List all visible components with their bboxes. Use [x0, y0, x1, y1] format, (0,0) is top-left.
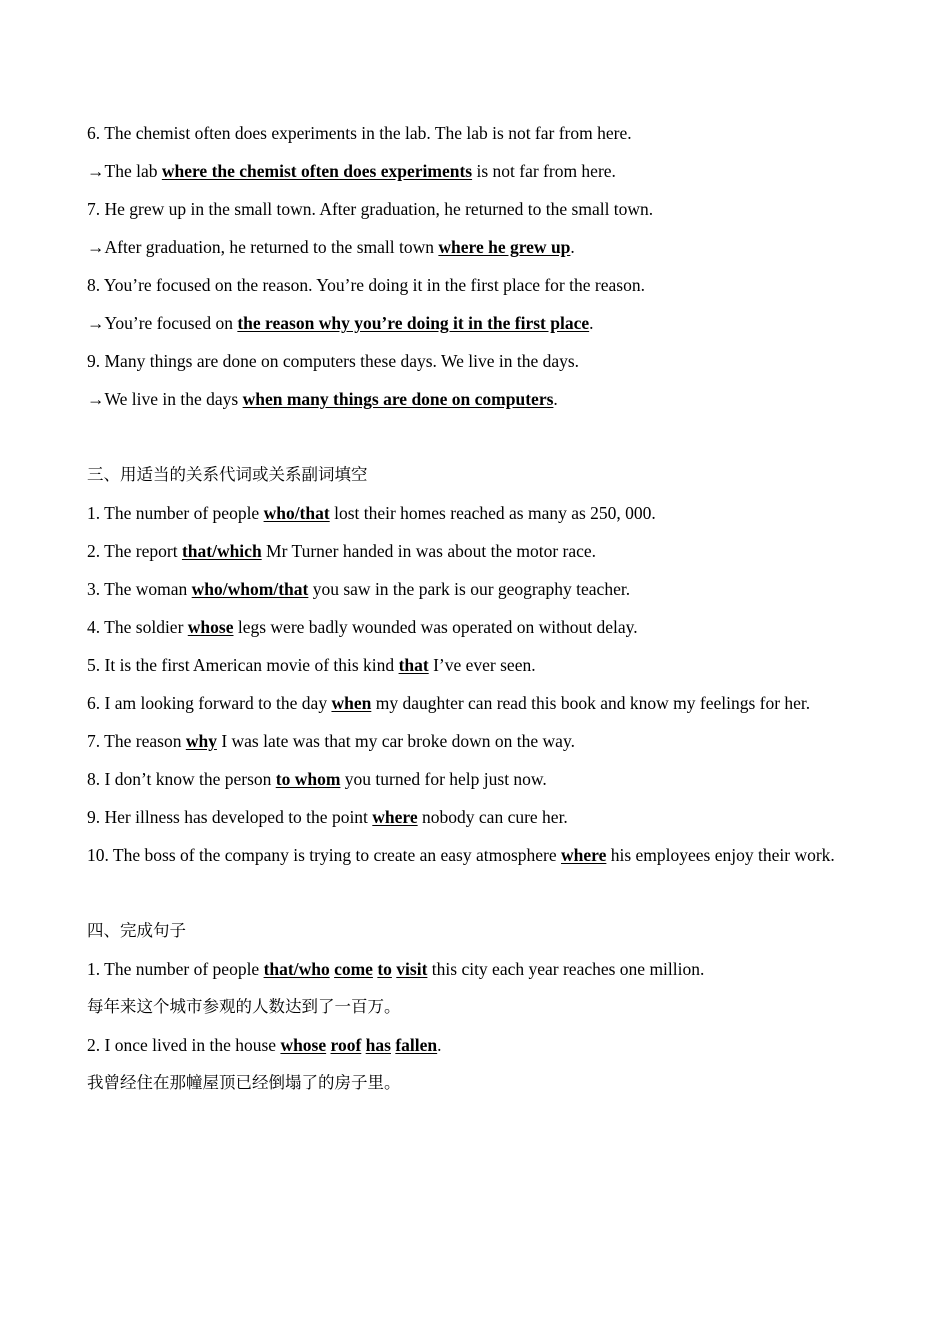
fill-item-10: [87, 836, 865, 874]
question-7: [87, 190, 865, 228]
answer-prefix: →We live in the days: [87, 389, 243, 409]
complete-item-1: [87, 950, 865, 988]
item-text: nobody can cure her.: [417, 807, 568, 827]
answer-blank: who/whom/that: [191, 579, 309, 599]
fill-item-7: [87, 722, 865, 760]
answer-prefix: →The lab: [87, 161, 162, 181]
item-number: 8.: [87, 275, 101, 295]
item-text: this city each year reaches one million.: [427, 959, 705, 979]
answer-9: [87, 380, 865, 418]
item-text: 10. The boss of the company is trying to create an easy atmosphere: [87, 845, 561, 865]
answer-blank: when: [331, 693, 372, 713]
answer-suffix: .: [570, 237, 575, 257]
answer-blank: where the chemist often does experiments: [161, 161, 473, 181]
fill-item-2: [87, 532, 865, 570]
item-text: 3. The woman: [87, 579, 192, 599]
item-text: my daughter can read this book and know my feelings for her.: [371, 693, 811, 713]
chinese-translation: 每年来这个城市参观的人数达到了一百万。: [87, 997, 401, 1016]
answer-blank: fallen: [395, 1035, 438, 1055]
question-text: He grew up in the small town. After graduation, he returned to the small town.: [104, 199, 654, 219]
section-spacer: [87, 418, 865, 456]
part3-section: [87, 456, 865, 874]
answer-blank: where: [561, 845, 607, 865]
answer-blank: has: [365, 1035, 391, 1055]
item-text: 4. The soldier: [87, 617, 188, 637]
answer-6: [87, 152, 865, 190]
item-number: 7.: [87, 199, 101, 219]
fill-item-5: [87, 646, 865, 684]
answer-blank: when many things are done on computers: [242, 389, 554, 409]
answer-blank: where: [372, 807, 418, 827]
fill-item-4: [87, 608, 865, 646]
answer-blank: visit: [396, 959, 428, 979]
section-heading: 三、用适当的关系代词或关系副词填空: [87, 465, 368, 484]
section-heading: 四、完成句子: [87, 921, 186, 940]
answer-8: [87, 304, 865, 342]
answer-blank: whose: [280, 1035, 327, 1055]
section-spacer: [87, 874, 865, 912]
item-text: 2. The report: [87, 541, 182, 561]
fill-item-6: [87, 684, 865, 722]
fill-item-3: [87, 570, 865, 608]
item-text: 8. I don’t know the person: [87, 769, 276, 789]
complete-item-2: [87, 1026, 865, 1064]
question-6: [87, 114, 865, 152]
answer-blank: that: [398, 655, 429, 675]
item-text: I’ve ever seen.: [428, 655, 536, 675]
answer-prefix: →After graduation, he returned to the small town: [87, 237, 439, 257]
item-text: 7. The reason: [87, 731, 186, 751]
part2-tail: [87, 114, 865, 418]
question-9: [87, 342, 865, 380]
question-text: The chemist often does experiments in the lab. The lab is not far from here.: [104, 123, 632, 143]
answer-blank: why: [185, 731, 217, 751]
chinese-translation: 我曾经住在那幢屋顶已经倒塌了的房子里。: [87, 1073, 401, 1092]
question-text: You’re focused on the reason. You’re doing it in the first place for the reason.: [103, 275, 645, 295]
item-text: lost their homes reached as many as 250, 000.: [329, 503, 656, 523]
worksheet-page: [87, 114, 865, 1102]
answer-suffix: is not far from here.: [472, 161, 616, 181]
item-text: I was late was that my car broke down on the way.: [216, 731, 575, 751]
item-text: you saw in the park is our geography teacher.: [308, 579, 631, 599]
item-text: .: [437, 1035, 442, 1055]
item-text: 1. The number of people: [87, 503, 264, 523]
answer-blank: the reason why you’re doing it in the first place: [237, 313, 590, 333]
item-text: legs were badly wounded was operated on without delay.: [233, 617, 638, 637]
answer-blank: who/that: [263, 503, 330, 523]
answer-suffix: .: [553, 389, 558, 409]
fill-item-1: [87, 494, 865, 532]
item-number: 6.: [87, 123, 101, 143]
answer-prefix: →You’re focused on: [87, 313, 238, 333]
answer-blank: to whom: [275, 769, 341, 789]
answer-blank: that/which: [181, 541, 262, 561]
answer-7: [87, 228, 865, 266]
part4-section: [87, 912, 865, 1102]
item-text: 5. It is the first American movie of this kind: [87, 655, 399, 675]
fill-item-9: [87, 798, 865, 836]
item-text: 1. The number of people: [87, 959, 264, 979]
item-text: Mr Turner handed in was about the motor race.: [261, 541, 597, 561]
answer-blank: roof: [330, 1035, 362, 1055]
answer-suffix: .: [589, 313, 594, 333]
question-text: Many things are done on computers these days. We live in the days.: [104, 351, 580, 371]
item-text: you turned for help just now.: [340, 769, 547, 789]
item-number: 9.: [87, 351, 101, 371]
item-text: 9. Her illness has developed to the point: [87, 807, 373, 827]
answer-blank: whose: [187, 617, 234, 637]
answer-blank: where he grew up: [438, 237, 571, 257]
item-text: his employees enjoy their work.: [606, 845, 835, 865]
item-text: 6. I am looking forward to the day: [87, 693, 332, 713]
answer-blank: that/who: [263, 959, 330, 979]
answer-blank: come: [334, 959, 373, 979]
answer-blank: to: [377, 959, 392, 979]
item-text: 2. I once lived in the house: [87, 1035, 281, 1055]
question-8: [87, 266, 865, 304]
fill-item-8: [87, 760, 865, 798]
